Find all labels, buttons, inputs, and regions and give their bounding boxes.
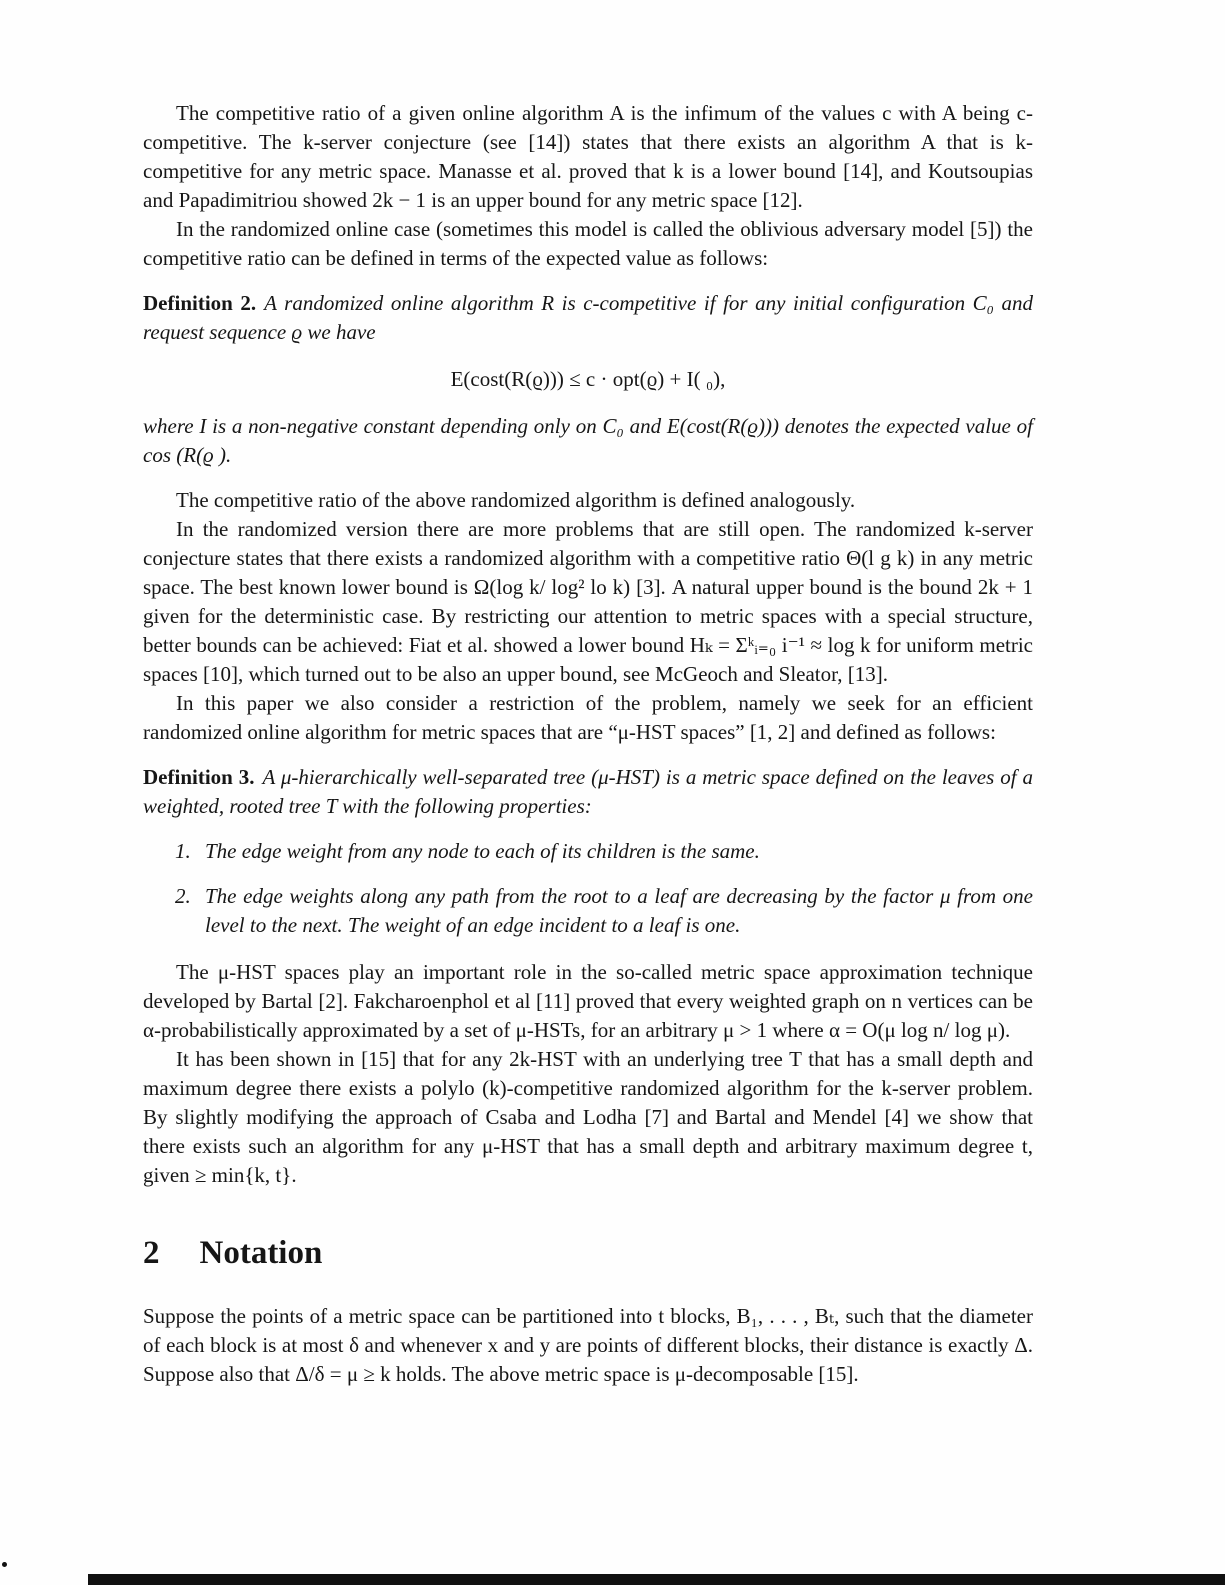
definition-2-continuation: where I is a non-negative constant depending only on C₀ and E(cost(R(ϱ))) denotes the expected value of cos (R(ϱ ).: [143, 414, 1033, 467]
paragraph-mu-hst-restriction: In this paper we also consider a restriction of the problem, namely we seek for an efficient randomized online algorithm for metric spaces that are “μ-HST spaces” [1, 2] and defined as follows:: [143, 691, 1033, 744]
paragraph-notation-intro: Suppose the points of a metric space can be partitioned into t blocks, B₁, . . . , Bₜ, such that the diameter of each block is at most δ and whenever x and y are points of different blocks, their distance is exactly Δ. Suppose also that Δ/δ = μ ≥ k holds. The above metric space is μ-decomposable [15].: [143, 1304, 1033, 1386]
display-formula: E(cost(R(ϱ))) ≤ c · opt(ϱ) + I( ₀),: [450, 367, 726, 391]
paragraph-analogously: The competitive ratio of the above randomized algorithm is defined analogously.: [176, 488, 856, 512]
list-item-number: 1.: [175, 839, 191, 863]
section-heading-notation: [143, 1234, 1033, 1272]
paragraph-approximation-technique: The μ-HST spaces play an important role in the so-called metric space approximation technique developed by Bartal [2]. Fakcharoenphol et al [11] proved that every weighted graph on n vertices can be α-probabilistically approximated by a set of μ-HSTs, for an arbitrary μ > 1 where α = O(μ log n/ log μ).: [143, 960, 1033, 1042]
text-column: [143, 99, 1033, 1389]
definition-3: [143, 763, 1033, 821]
list-item: [175, 882, 1033, 940]
section-number: 2: [143, 1235, 160, 1271]
section-title: Notation: [199, 1235, 323, 1271]
paragraph-competitive-ratio: The competitive ratio of a given online algorithm A is the infimum of the values c with A being c-competitive. The k-server conjecture (see [14]) states that there exists an algorithm A that is k-competitive for any metric space. Manasse et al. proved that k is a lower bound [14], and Koutsoupias and Papadimitriou showed 2k − 1 is an upper bound for any metric space [12].: [143, 101, 1033, 212]
list-item-text: The edge weights along any path from the root to a leaf are decreasing by the factor μ from one level to the next. The weight of an edge incident to a leaf is one.: [205, 884, 1033, 937]
definition-2-label: Definition 2.: [143, 291, 257, 315]
definition-3-body: A μ-hierarchically well-separated tree (μ-HST) is a metric space defined on the leaves of a weighted, rooted tree T with the following properties:: [143, 765, 1033, 818]
list-item-number: 2.: [175, 884, 191, 908]
list-item-text: The edge weight from any node to each of its children is the same.: [205, 839, 760, 863]
scan-artifact-dot: [2, 1562, 7, 1567]
paragraph-randomized-version: In the randomized version there are more problems that are still open. The randomized k-server conjecture states that there exists a randomized algorithm with a competitive ratio Θ(l g k) in any metric space. The best known lower bound is Ω(log k/ log² lo k) [3]. A natural upper bound is the bound 2k + 1 given for the deterministic case. By restricting our attention to metric spaces with a special structure, better bounds can be achieved: Fiat et al. showed a lower bound Hₖ = Σᵏᵢ₌₀ i⁻¹ ≈ log k for uniform metric spaces [10], which turned out to be also an upper bound, see McGeoch and Sleator, [13].: [143, 517, 1033, 686]
paragraph-randomized-case: In the randomized online case (sometimes this model is called the oblivious adversary model [5]) the competitive ratio can be defined in terms of the expected value as follows:: [143, 217, 1033, 270]
definition-3-label: Definition 3.: [143, 765, 255, 789]
definition-3-property-list: [143, 837, 1033, 940]
definition-2-body: A randomized online algorithm R is c-competitive if for any initial configuration C₀ and request sequence ϱ we have: [143, 291, 1033, 344]
list-item: [175, 837, 1033, 866]
paragraph-shown-in-15: It has been shown in [15] that for any 2k-HST with an underlying tree T that has a small depth and maximum degree there exists a polylo (k)-competitive randomized algorithm for the k-server problem. By slightly modifying the approach of Csaba and Lodha [7] and Bartal and Mendel [4] we show that there exists such an algorithm for any μ-HST that has a small depth and arbitrary maximum degree t, given ≥ min{k, t}.: [143, 1047, 1033, 1187]
definition-2: [143, 289, 1033, 347]
scan-artifact-bar: [88, 1574, 1225, 1585]
